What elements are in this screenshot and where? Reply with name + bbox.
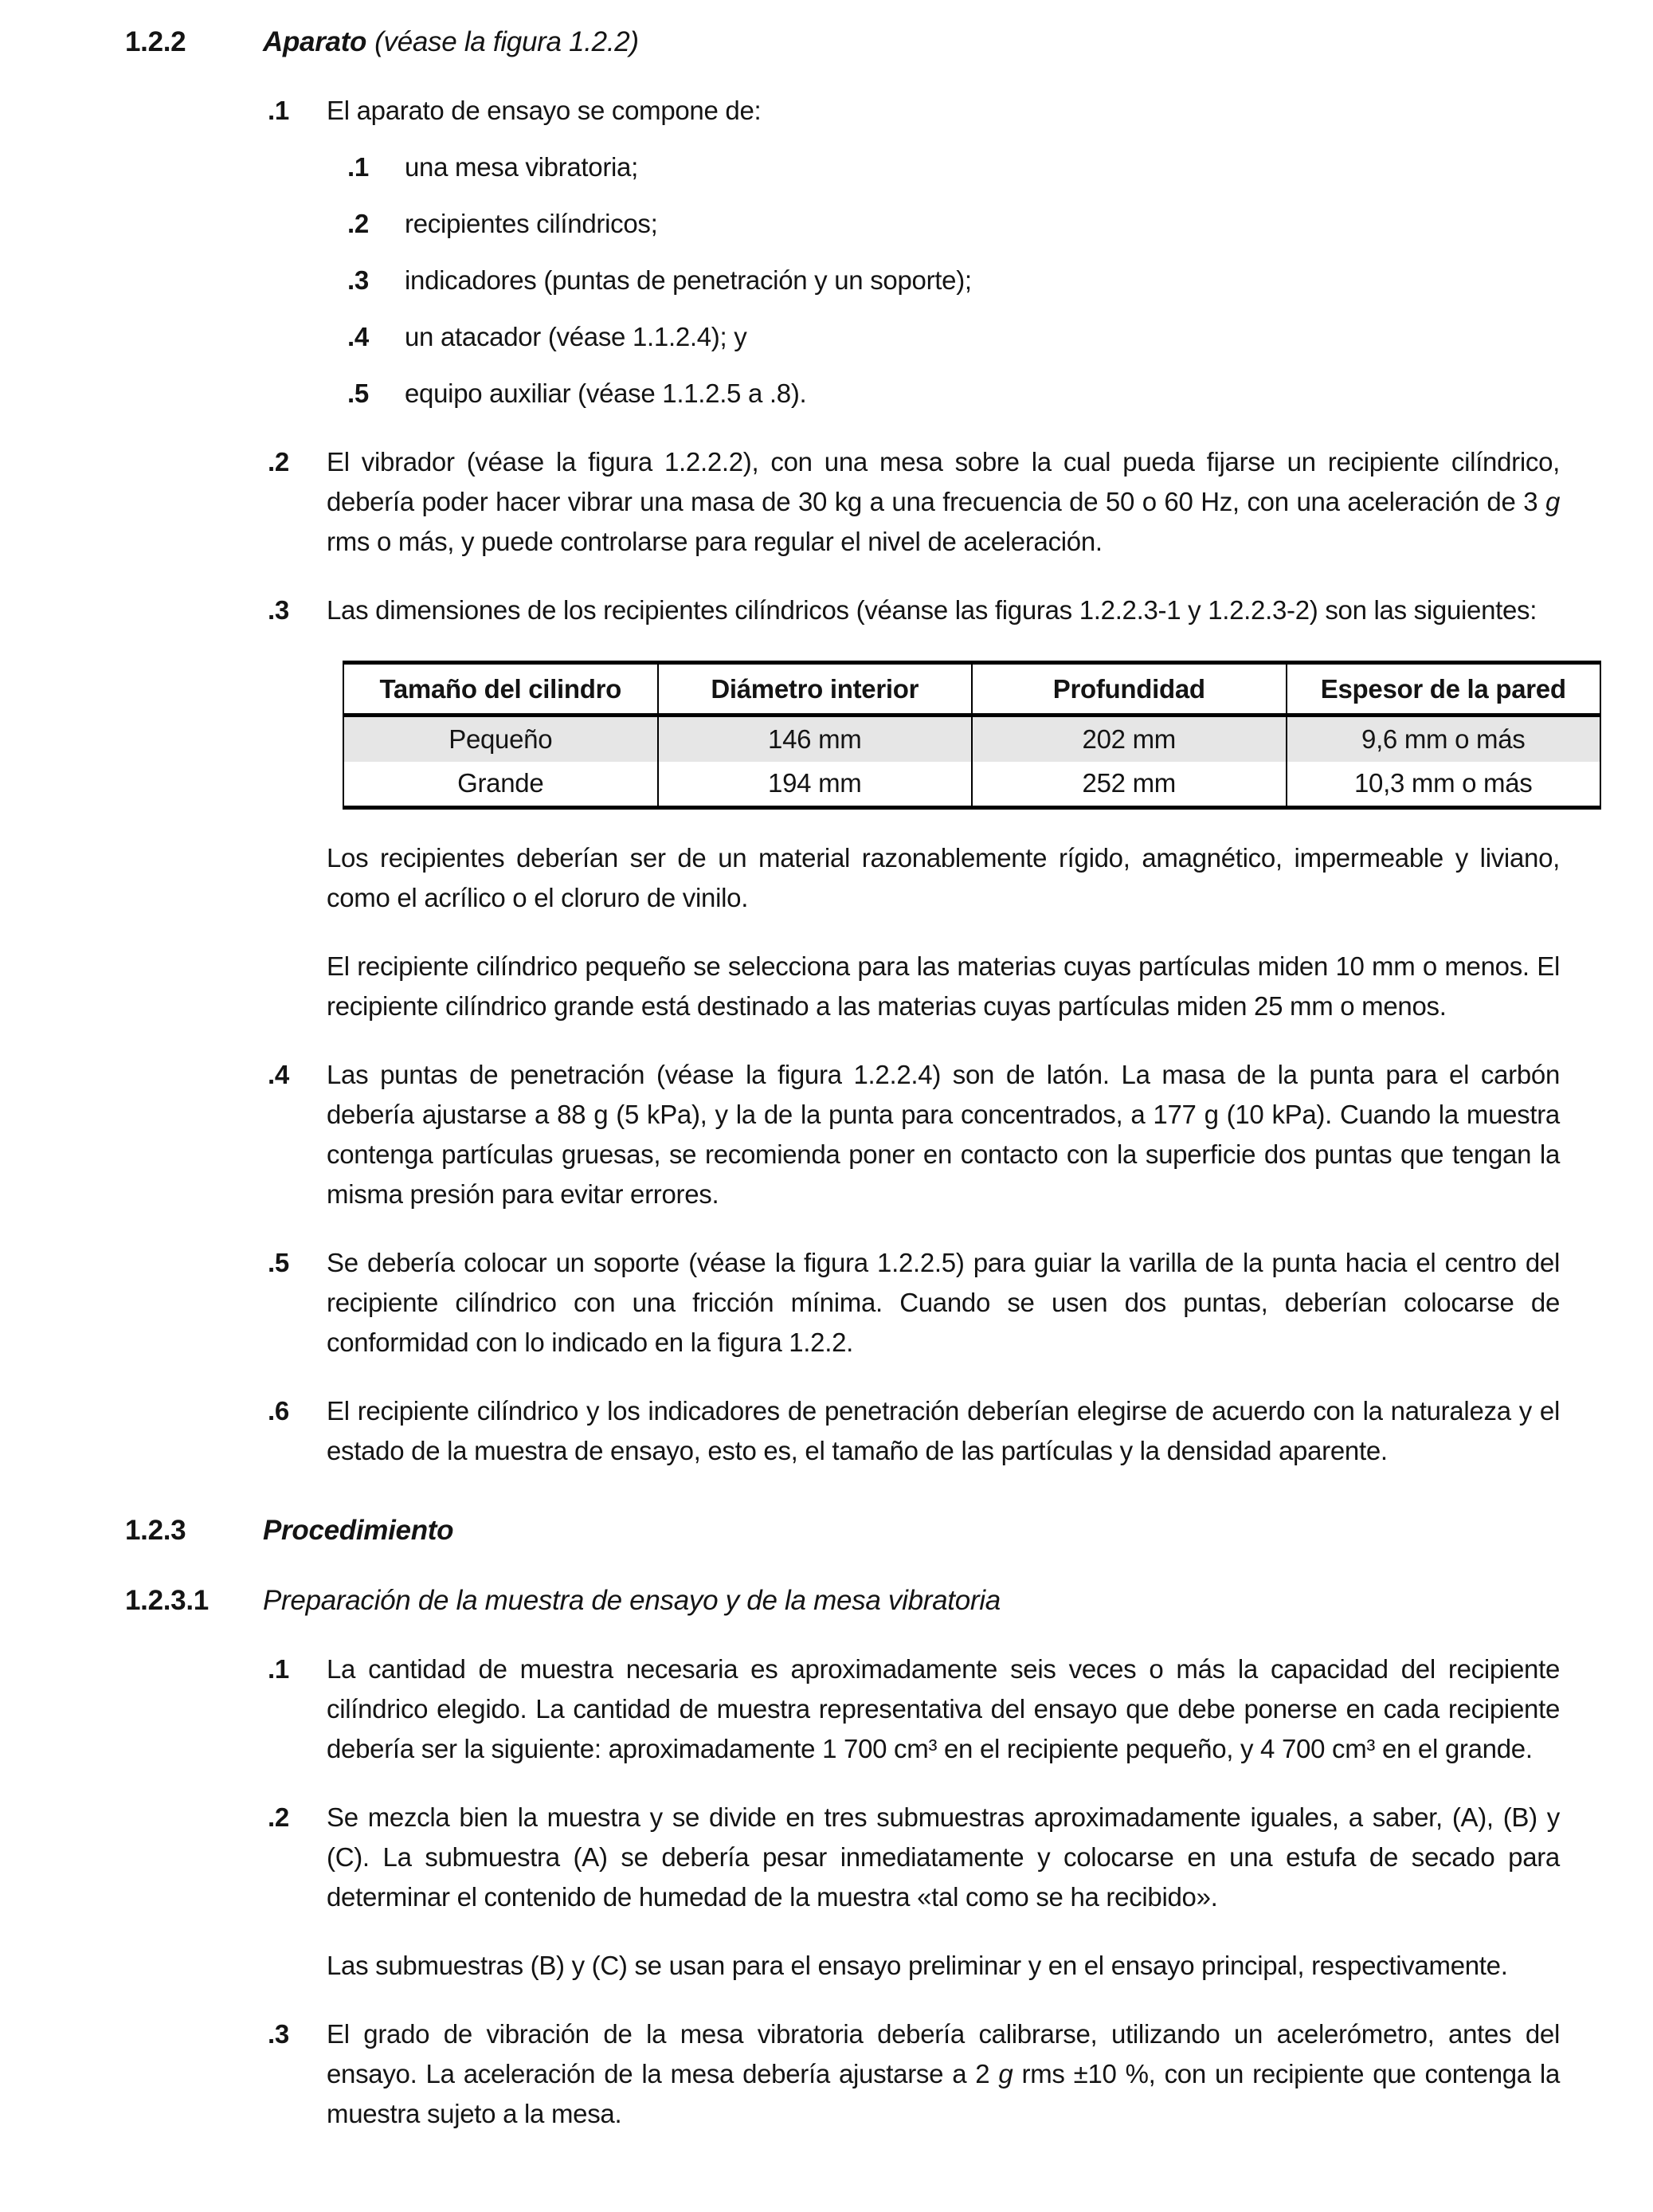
list-item-3 [263,590,1560,630]
item-text: recipientes cilíndricos; [405,209,658,238]
list-item-prep-1 [263,1649,1560,1769]
list-item-1 [263,91,1560,131]
item-number: .1 [347,152,369,182]
item-text-part: rms o más, y puede controlarse para regular el nivel de aceleración. [327,527,1103,556]
table-cell: Pequeño [343,716,658,762]
section-number: 1.2.2 [125,26,186,57]
item-number: .4 [347,322,369,351]
section-title: Procedimiento [263,1515,454,1546]
table-cell: 9,6 mm o más [1287,716,1601,762]
table-cell: 194 mm [658,762,973,808]
table-cell: 10,3 mm o más [1287,762,1601,808]
table-header-cell: Espesor de la pared [1287,663,1601,716]
item-number: .5 [347,378,369,408]
item-number: .3 [347,265,369,295]
item-number: .2 [268,1802,289,1832]
item-text: El aparato de ensayo se compone de: [327,96,762,125]
section-title: Preparación de la muestra de ensayo y de la mesa vibratoria [263,1585,1001,1616]
item-text [327,442,1560,562]
item-text: El recipiente cilíndrico y los indicadores de penetración deberían elegirse de acuerdo con la naturaleza y el estado de la muestra de ensayo, esto es, el tamaño de las partículas y la densidad aparente. [327,1396,1560,1465]
item-number: .2 [268,447,289,477]
item-text: una mesa vibratoria; [405,152,638,182]
item-number: .3 [268,2019,289,2049]
item-text [327,2014,1560,2134]
section-number: 1.2.3.1 [125,1585,209,1616]
paragraph-materials: Los recipientes deberían ser de un material razonablemente rígido, amagnético, impermeable y liviano, como el acrílico o el cloruro de vinilo. [327,843,1560,912]
table-cell: 202 mm [972,716,1287,762]
list-item-6 [263,1391,1560,1471]
sublist-item-1 [343,147,1560,187]
table-header-cell: Tamaño del cilindro [343,663,658,716]
paragraph-selection: El recipiente cilíndrico pequeño se selecciona para las materias cuyas partículas miden 10 mm o menos. El recipiente cilíndrico grande está destinado a las materias cuyas partículas miden 25 mm o menos. [327,951,1560,1021]
dimensions-table-wrap [343,661,1601,810]
item-text: La cantidad de muestra necesaria es aproximadamente seis veces o más la capacidad del recipiente cilíndrico elegido. La cantidad de muestra representativa del ensayo que debe ponerse en cada recipiente debería ser la siguiente: aproximadamente 1 700 cm³ en el recipiente pequeño, y 4 700 cm³ en el grande. [327,1654,1560,1763]
section-title-note: (véase la figura 1.2.2) [374,26,639,57]
item-number: .2 [347,209,369,238]
table-header-cell: Profundidad [972,663,1287,716]
list-item-5 [263,1243,1560,1363]
sublist-item-2 [343,204,1560,244]
item-number: .4 [268,1060,289,1089]
g-symbol: g [998,2059,1013,2088]
item-number: .1 [268,96,289,125]
item-text: Las dimensiones de los recipientes cilíndricos (véanse las figuras 1.2.2.3-1 y 1.2.2.3-2) son las siguientes: [327,595,1537,625]
section-heading-122 [125,22,1560,62]
item-text: equipo auxiliar (véase 1.1.2.5 a .8). [405,378,807,408]
item-number: .6 [268,1396,289,1426]
list-item-2 [263,442,1560,562]
table-cell: 252 mm [972,762,1287,808]
section-heading-123 [125,1511,1560,1551]
section-title-wrap [263,22,1560,62]
list-item-prep-2 [263,1798,1560,1917]
sublist-item-4 [343,317,1560,357]
section-title: Aparato [263,26,367,57]
g-symbol: g [1545,487,1560,516]
item-text: Las puntas de penetración (véase la figura 1.2.2.4) son de latón. La masa de la punta para el carbón debería ajustarse a 88 g (5 kPa), y la de la punta para concentrados, a 177 g (10 kPa). Cuando la muestra contenga partículas gruesas, se recomienda poner en contacto con la superficie dos puntas que tengan la misma presión para evitar errores. [327,1060,1560,1209]
item-text-part: El grado de vibración de la mesa vibratoria debería calibrarse, utilizando un acelerómetro, antes del ensayo. La aceleración de la mesa debería ajustarse a 2 [327,2019,1560,2088]
table-cell: Grande [343,762,658,808]
item-text: un atacador (véase 1.1.2.4); y [405,322,747,351]
list-item-prep-3 [263,2014,1560,2134]
section-heading-1231 [125,1581,1560,1621]
table-cell: 146 mm [658,716,973,762]
item-number: .3 [268,595,289,625]
item-number: .1 [268,1654,289,1684]
item-text: indicadores (puntas de penetración y un soporte); [405,265,972,295]
table-row-small [343,716,1600,762]
table-header-cell: Diámetro interior [658,663,973,716]
table-row-large [343,762,1600,808]
list-item-4 [263,1055,1560,1214]
paragraph-submuestras: Las submuestras (B) y (C) se usan para el ensayo preliminar y en el ensayo principal, respectivamente. [327,1951,1508,1980]
item-number: .5 [268,1248,289,1277]
item-text: Se mezcla bien la muestra y se divide en tres submuestras aproximadamente iguales, a saber, (A), (B) y (C). La submuestra (A) se debería pesar inmediatamente y colocarse en una estufa de secado para determinar el contenido de humedad de la muestra «tal como se ha recibido». [327,1802,1560,1912]
dimensions-table [343,661,1601,810]
table-header-row [343,663,1600,716]
item-text: Se debería colocar un soporte (véase la figura 1.2.2.5) para guiar la varilla de la punta hacia el centro del recipiente cilíndrico con una fricción mínima. Cuando se usen dos puntas, deberían colocarse de conformidad con lo indicado en la figura 1.2.2. [327,1248,1560,1357]
item-text-part: El vibrador (véase la figura 1.2.2.2), con una mesa sobre la cual pueda fijarse un recipiente cilíndrico, debería poder hacer vibrar una masa de 30 kg a una frecuencia de 50 o 60 Hz, con una aceleración de 3 [327,447,1560,516]
item-text-part: rms ±10 %, con un recipiente que contenga la muestra sujeto a la mesa. [327,2059,1561,2128]
section-number: 1.2.3 [125,1515,186,1546]
sublist-item-5 [343,374,1560,414]
sublist-item-3 [343,261,1560,300]
